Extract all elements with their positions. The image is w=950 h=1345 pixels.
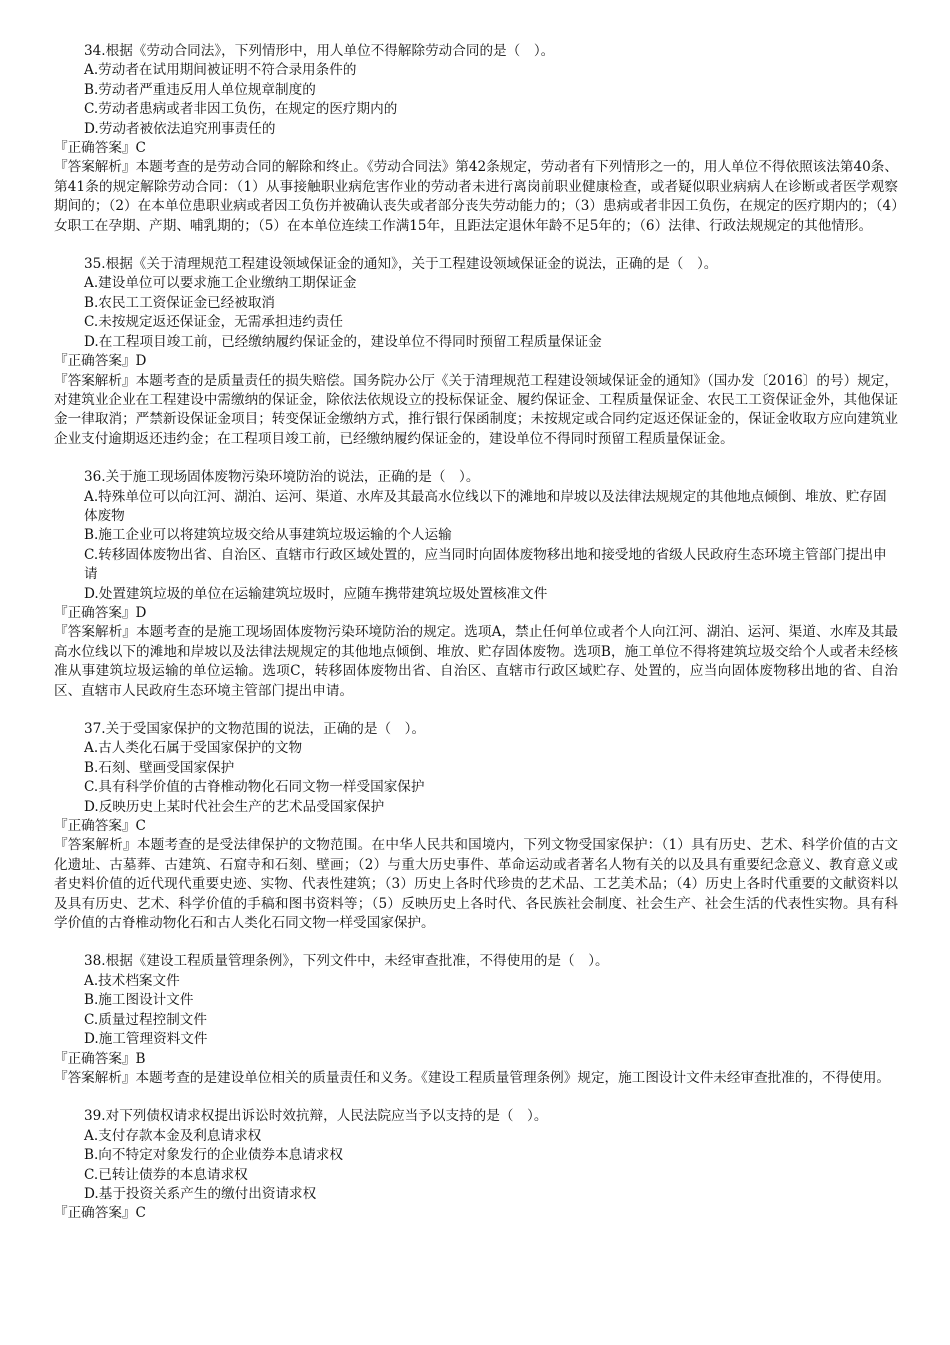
option-c: C.劳动者患病或者非因工负伤，在规定的医疗期内的 <box>84 101 398 118</box>
option-d: D.施工管理资料文件 <box>84 1031 208 1048</box>
option-d: D.反映历史上某时代社会生产的艺术品受国家保护 <box>84 798 385 815</box>
correct-answer: 『正确答案』C <box>54 140 146 157</box>
question-36 <box>54 468 898 701</box>
correct-answer: 『正确答案』B <box>54 1050 146 1067</box>
option-a: A.技术档案文件 <box>84 972 180 989</box>
question-stem: 38.根据《建设工程质量管理条例》，下列文件中，未经审查批准，不得使用的是（ ）。 <box>84 953 609 970</box>
question-35 <box>54 255 898 449</box>
option-b: B.施工企业可以将建筑垃圾交给从事建筑垃圾运输的个人运输 <box>84 527 452 544</box>
question-stem: 34.根据《劳动合同法》，下列情形中，用人单位不得解除劳动合同的是（ ）。 <box>84 43 555 59</box>
option-c: C.转移固体废物出省、自治区、直辖市行政区域处置的，应当同时向固体废物移出地和接受地的省级人民政府生态环境主管部门提出申请 <box>84 546 887 583</box>
option-b: B.农民工工资保证金已经被取消 <box>84 294 276 311</box>
correct-answer: 『正确答案』D <box>54 604 147 621</box>
option-c: C.质量过程控制文件 <box>84 1011 207 1028</box>
option-a: A.古人类化石属于受国家保护的文物 <box>84 740 303 757</box>
option-a: A.建设单位可以要求施工企业缴纳工期保证金 <box>84 275 357 292</box>
option-a: A.特殊单位可以向江河、湖泊、运河、渠道、水库及其最高水位线以下的滩地和岸坡以及法律法规规定的其他地点倾倒、堆放、贮存固体废物 <box>84 488 887 524</box>
question-stem: 36.关于施工现场固体废物污染环境防治的说法，正确的是（ ）。 <box>84 469 480 486</box>
correct-answer: 『正确答案』C <box>54 1205 146 1222</box>
question-stem: 39.对下列债权请求权提出诉讼时效抗辩，人民法院应当予以支持的是（ ）。 <box>84 1108 548 1125</box>
question-38 <box>54 952 898 1088</box>
correct-answer: 『正确答案』D <box>54 353 147 370</box>
option-c: C.具有科学价值的古脊椎动物化石同文物一样受国家保护 <box>84 779 425 796</box>
question-stem: 37.关于受国家保护的文物范围的说法，正确的是（ ）。 <box>84 721 426 737</box>
correct-answer: 『正确答案』C <box>54 818 146 835</box>
question-37 <box>54 720 898 933</box>
answer-explanation: 『答案解析』本题考查的是质量责任的损失赔偿。国务院办公厅《关于清理规范工程建设领域保证金的通知》（国办发〔2016〕的号）规定，对建筑业企业在工程建设中需缴纳的保证金，除依法依规设立的投标保证金、履约保证金、工程质量保证金、农民工工资保证金外，其他保证金一律取消；严禁新设保证金项目；转变保证金缴纳方式，推行银行保函制度；未按规定或合同约定返还保证金的，保证金收取方应向建筑业企业支付逾期返还违约金；在工程项目竣工前，已经缴纳履约保证金的，建设单位不得同时预留工程质量保证金。 <box>54 372 898 447</box>
option-d: D.劳动者被依法追究刑事责任的 <box>84 120 276 137</box>
option-b: B.向不特定对象发行的企业债券本息请求权 <box>84 1147 343 1164</box>
answer-explanation: 『答案解析』本题考查的是施工现场固体废物污染环境防治的规定。选项A，禁止任何单位或者个人向江河、湖泊、运河、渠道、水库及其最高水位线以下的滩地和岸坡以及法律法规规定的其他地点倾倒、堆放、贮存固体废物。选项B，施工单位不得将建筑垃圾交给个人或者未经核准从事建筑垃圾运输的单位运输。选项C，转移固体废物出省、自治区、直辖市行政区域贮存、处置的，应当向固体废物移出地的省、自治区、直辖市人民政府生态环境主管部门提出申请。 <box>54 624 898 699</box>
option-d: D.在工程项目竣工前，已经缴纳履约保证金的，建设单位不得同时预留工程质量保证金 <box>84 333 602 350</box>
option-a: A.劳动者在试用期间被证明不符合录用条件的 <box>84 62 357 79</box>
answer-explanation: 『答案解析』本题考查的是劳动合同的解除和终止。《劳动合同法》第42条规定，劳动者有下列情形之一的，用人单位不得依照该法第40条、第41条的规定解除劳动合同：（1）从事接触职业病危害作业的劳动者未进行离岗前职业健康检查，或者疑似职业病病人在诊断或者医学观察期间的；（2）在本单位患职业病或者因工负伤并被确认丧失或者部分丧失劳动能力的；（3）患病或者非因工负伤，在规定的医疗期内的；（4）女职工在孕期、产期、哺乳期的；（5）在本单位连续工作满15年，且距法定退休年龄不足5年的；（6）法律、行政法规规定的其他情形。 <box>54 159 898 234</box>
option-c: C.未按规定返还保证金，无需承担违约责任 <box>84 314 343 331</box>
question-39 <box>54 1107 898 1223</box>
option-b: B.施工图设计文件 <box>84 992 194 1009</box>
option-b: B.劳动者严重违反用人单位规章制度的 <box>84 81 316 98</box>
option-c: C.已转让债券的本息请求权 <box>84 1166 248 1183</box>
option-a: A.支付存款本金及利息请求权 <box>84 1127 262 1144</box>
answer-explanation: 『答案解析』本题考查的是受法律保护的文物范围。在中华人民共和国境内，下列文物受国家保护：（1）具有历史、艺术、科学价值的古文化遗址、古墓葬、古建筑、石窟寺和石刻、壁画；（2）与重大历史事件、革命运动或者著名人物有关的以及具有重要纪念意义、教育意义或者史料价值的近代现代重要史迹、实物、代表性建筑；（3）历史上各时代珍贵的艺术品、工艺美术品；（4）历史上各时代重要的文献资料以及具有历史、艺术、科学价值的手稿和图书资料等；（5）反映历史上各时代、各民族社会制度、社会生产、社会生活的代表性实物。具有科学价值的古脊椎动物化石和古人类化石同文物一样受国家保护。 <box>54 837 898 932</box>
option-d: D.处置建筑垃圾的单位在运输建筑垃圾时，应随车携带建筑垃圾处置核准文件 <box>84 585 548 602</box>
option-d: D.基于投资关系产生的缴付出资请求权 <box>84 1185 317 1202</box>
answer-explanation: 『答案解析』本题考查的是建设单位相关的质量责任和义务。《建设工程质量管理条例》规定，施工图设计文件未经审查批准的，不得使用。 <box>54 1069 891 1086</box>
question-stem: 35.根据《关于清理规范工程建设领域保证金的通知》，关于工程建设领域保证金的说法，正确的是（ ）。 <box>84 256 718 273</box>
option-b: B.石刻、壁画受国家保护 <box>84 759 235 776</box>
question-34 <box>54 42 898 236</box>
